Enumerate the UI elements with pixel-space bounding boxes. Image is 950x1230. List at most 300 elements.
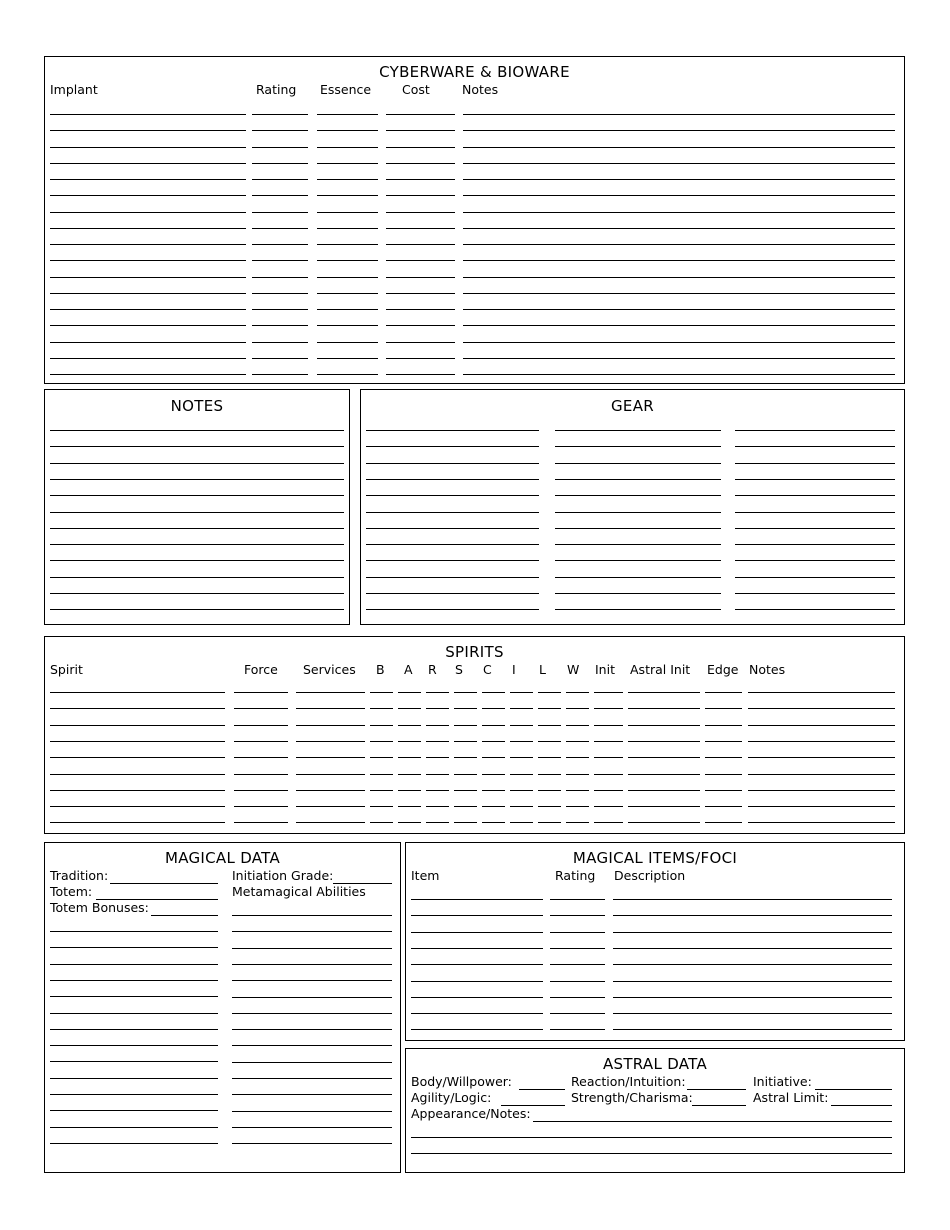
- gear-lines-line[interactable]: [555, 528, 721, 529]
- spirits-rows-line[interactable]: [482, 692, 505, 693]
- appearance-notes-lines-line[interactable]: [411, 1137, 892, 1138]
- metamagical-lines-line[interactable]: [232, 1127, 392, 1128]
- cyberware-rows-line[interactable]: [463, 325, 895, 326]
- gear-lines-line[interactable]: [555, 577, 721, 578]
- cyberware-rows-line[interactable]: [386, 374, 455, 375]
- spirits-rows-line[interactable]: [705, 822, 742, 823]
- spirits-rows-line[interactable]: [538, 790, 561, 791]
- spirits-rows-line[interactable]: [566, 774, 589, 775]
- spirits-rows-line[interactable]: [234, 708, 288, 709]
- spirits-rows-line[interactable]: [50, 806, 225, 807]
- cyberware-rows-line[interactable]: [252, 325, 308, 326]
- totem-bonus-lines-line[interactable]: [50, 1029, 218, 1030]
- spirits-rows-line[interactable]: [234, 790, 288, 791]
- spirits-rows-line[interactable]: [566, 692, 589, 693]
- totem-bonus-lines-line[interactable]: [50, 947, 218, 948]
- cyberware-rows-line[interactable]: [252, 179, 308, 180]
- cyberware-rows-line[interactable]: [386, 212, 455, 213]
- spirits-rows-line[interactable]: [454, 725, 477, 726]
- spirits-rows-line[interactable]: [482, 757, 505, 758]
- metamagical-lines-line[interactable]: [232, 915, 392, 916]
- cyberware-rows-line[interactable]: [386, 309, 455, 310]
- spirits-rows-line[interactable]: [370, 741, 393, 742]
- cyberware-rows-line[interactable]: [317, 163, 378, 164]
- magical-items-rows-line[interactable]: [550, 964, 605, 965]
- spirits-rows-line[interactable]: [510, 757, 533, 758]
- astral-limit-field[interactable]: [831, 1105, 892, 1106]
- cyberware-rows-line[interactable]: [317, 114, 378, 115]
- cyberware-rows-line[interactable]: [50, 293, 246, 294]
- cyberware-rows-line[interactable]: [463, 228, 895, 229]
- spirits-rows-line[interactable]: [748, 692, 895, 693]
- spirits-rows-line[interactable]: [398, 806, 421, 807]
- spirits-rows-line[interactable]: [510, 741, 533, 742]
- spirits-rows-line[interactable]: [705, 741, 742, 742]
- notes-lines-line[interactable]: [50, 544, 344, 545]
- spirits-rows-line[interactable]: [426, 757, 449, 758]
- notes-lines-line[interactable]: [50, 479, 344, 480]
- spirits-rows-line[interactable]: [594, 757, 623, 758]
- spirits-rows-line[interactable]: [50, 790, 225, 791]
- spirits-rows-line[interactable]: [482, 822, 505, 823]
- cyberware-rows-line[interactable]: [463, 260, 895, 261]
- spirits-rows-line[interactable]: [705, 725, 742, 726]
- cyberware-rows-line[interactable]: [463, 195, 895, 196]
- cyberware-rows-line[interactable]: [463, 212, 895, 213]
- spirits-rows-line[interactable]: [510, 822, 533, 823]
- spirits-rows-line[interactable]: [628, 822, 700, 823]
- spirits-rows-line[interactable]: [296, 741, 365, 742]
- cyberware-rows-line[interactable]: [50, 358, 246, 359]
- spirits-rows-line[interactable]: [628, 757, 700, 758]
- totem-bonus-lines-line[interactable]: [50, 931, 218, 932]
- notes-lines-line[interactable]: [50, 512, 344, 513]
- magical-items-rows-line[interactable]: [411, 1029, 543, 1030]
- spirits-rows-line[interactable]: [454, 774, 477, 775]
- spirits-rows-line[interactable]: [234, 774, 288, 775]
- gear-lines-line[interactable]: [735, 512, 895, 513]
- spirits-rows-line[interactable]: [482, 708, 505, 709]
- metamagical-lines-line[interactable]: [232, 1045, 392, 1046]
- spirits-rows-line[interactable]: [234, 741, 288, 742]
- spirits-rows-line[interactable]: [594, 725, 623, 726]
- cyberware-rows-line[interactable]: [386, 163, 455, 164]
- magical-items-rows-line[interactable]: [550, 1013, 605, 1014]
- spirits-rows-line[interactable]: [538, 741, 561, 742]
- totem-bonus-lines-line[interactable]: [50, 1013, 218, 1014]
- cyberware-rows-line[interactable]: [252, 244, 308, 245]
- spirits-rows-line[interactable]: [426, 692, 449, 693]
- cyberware-rows-line[interactable]: [463, 130, 895, 131]
- cyberware-rows-line[interactable]: [50, 212, 246, 213]
- spirits-rows-line[interactable]: [566, 708, 589, 709]
- spirits-rows-line[interactable]: [398, 692, 421, 693]
- cyberware-rows-line[interactable]: [252, 228, 308, 229]
- totem-bonus-lines-line[interactable]: [50, 980, 218, 981]
- gear-lines-line[interactable]: [366, 463, 539, 464]
- spirits-rows-line[interactable]: [628, 741, 700, 742]
- magical-items-rows-line[interactable]: [613, 997, 892, 998]
- cyberware-rows-line[interactable]: [317, 212, 378, 213]
- spirits-rows-line[interactable]: [426, 774, 449, 775]
- gear-lines-line[interactable]: [366, 512, 539, 513]
- spirits-rows-line[interactable]: [748, 757, 895, 758]
- spirits-rows-line[interactable]: [510, 774, 533, 775]
- totem-bonuses-field[interactable]: [151, 915, 218, 916]
- spirits-rows-line[interactable]: [594, 708, 623, 709]
- cyberware-rows-line[interactable]: [317, 309, 378, 310]
- cyberware-rows-line[interactable]: [252, 163, 308, 164]
- spirits-rows-line[interactable]: [705, 692, 742, 693]
- body-willpower-field[interactable]: [519, 1089, 565, 1090]
- cyberware-rows-line[interactable]: [386, 260, 455, 261]
- cyberware-rows-line[interactable]: [252, 195, 308, 196]
- gear-lines-line[interactable]: [555, 495, 721, 496]
- magical-items-rows-line[interactable]: [411, 899, 543, 900]
- spirits-rows-line[interactable]: [510, 692, 533, 693]
- cyberware-rows-line[interactable]: [463, 309, 895, 310]
- spirits-rows-line[interactable]: [370, 757, 393, 758]
- totem-bonus-lines-line[interactable]: [50, 1110, 218, 1111]
- gear-lines-line[interactable]: [366, 609, 539, 610]
- metamagical-lines-line[interactable]: [232, 1029, 392, 1030]
- magical-items-rows-line[interactable]: [613, 915, 892, 916]
- spirits-rows-line[interactable]: [510, 790, 533, 791]
- spirits-rows-line[interactable]: [370, 806, 393, 807]
- spirits-rows-line[interactable]: [426, 790, 449, 791]
- spirits-rows-line[interactable]: [594, 822, 623, 823]
- gear-lines-line[interactable]: [555, 446, 721, 447]
- magical-items-rows-line[interactable]: [550, 1029, 605, 1030]
- gear-lines-line[interactable]: [555, 430, 721, 431]
- spirits-rows-line[interactable]: [628, 790, 700, 791]
- cyberware-rows-line[interactable]: [386, 130, 455, 131]
- cyberware-rows-line[interactable]: [317, 130, 378, 131]
- spirits-rows-line[interactable]: [510, 725, 533, 726]
- cyberware-rows-line[interactable]: [463, 163, 895, 164]
- gear-lines-line[interactable]: [735, 609, 895, 610]
- magical-items-rows-line[interactable]: [550, 915, 605, 916]
- cyberware-rows-line[interactable]: [317, 358, 378, 359]
- gear-lines-line[interactable]: [555, 609, 721, 610]
- magical-items-rows-line[interactable]: [411, 915, 543, 916]
- cyberware-rows-line[interactable]: [50, 179, 246, 180]
- spirits-rows-line[interactable]: [482, 806, 505, 807]
- spirits-rows-line[interactable]: [398, 708, 421, 709]
- magical-items-rows-line[interactable]: [613, 981, 892, 982]
- cyberware-rows-line[interactable]: [463, 374, 895, 375]
- cyberware-rows-line[interactable]: [252, 374, 308, 375]
- cyberware-rows-line[interactable]: [252, 260, 308, 261]
- cyberware-rows-line[interactable]: [463, 342, 895, 343]
- cyberware-rows-line[interactable]: [463, 147, 895, 148]
- spirits-rows-line[interactable]: [594, 806, 623, 807]
- gear-lines-line[interactable]: [366, 544, 539, 545]
- spirits-rows-line[interactable]: [566, 757, 589, 758]
- spirits-rows-line[interactable]: [454, 741, 477, 742]
- appearance-notes-field[interactable]: [533, 1121, 892, 1122]
- cyberware-rows-line[interactable]: [463, 293, 895, 294]
- cyberware-rows-line[interactable]: [386, 293, 455, 294]
- spirits-rows-line[interactable]: [538, 822, 561, 823]
- magical-items-rows-line[interactable]: [550, 899, 605, 900]
- cyberware-rows-line[interactable]: [317, 228, 378, 229]
- spirits-rows-line[interactable]: [538, 708, 561, 709]
- metamagical-lines-line[interactable]: [232, 1094, 392, 1095]
- spirits-rows-line[interactable]: [748, 725, 895, 726]
- spirits-rows-line[interactable]: [234, 725, 288, 726]
- cyberware-rows-line[interactable]: [50, 195, 246, 196]
- spirits-rows-line[interactable]: [426, 708, 449, 709]
- spirits-rows-line[interactable]: [482, 790, 505, 791]
- spirits-rows-line[interactable]: [705, 757, 742, 758]
- spirits-rows-line[interactable]: [566, 806, 589, 807]
- strength-charisma-field[interactable]: [692, 1105, 746, 1106]
- spirits-rows-line[interactable]: [748, 822, 895, 823]
- totem-bonus-lines-line[interactable]: [50, 1127, 218, 1128]
- magical-items-rows-line[interactable]: [613, 1029, 892, 1030]
- spirits-rows-line[interactable]: [296, 774, 365, 775]
- metamagical-lines-line[interactable]: [232, 1111, 392, 1112]
- cyberware-rows-line[interactable]: [463, 114, 895, 115]
- cyberware-rows-line[interactable]: [386, 358, 455, 359]
- spirits-rows-line[interactable]: [748, 708, 895, 709]
- spirits-rows-line[interactable]: [454, 708, 477, 709]
- cyberware-rows-line[interactable]: [317, 147, 378, 148]
- spirits-rows-line[interactable]: [296, 757, 365, 758]
- metamagical-lines-line[interactable]: [232, 997, 392, 998]
- spirits-rows-line[interactable]: [538, 774, 561, 775]
- spirits-rows-line[interactable]: [705, 806, 742, 807]
- cyberware-rows-line[interactable]: [317, 179, 378, 180]
- magical-items-rows-line[interactable]: [550, 948, 605, 949]
- cyberware-rows-line[interactable]: [317, 277, 378, 278]
- spirits-rows-line[interactable]: [482, 741, 505, 742]
- spirits-rows-line[interactable]: [566, 790, 589, 791]
- spirits-rows-line[interactable]: [234, 806, 288, 807]
- metamagical-lines-line[interactable]: [232, 980, 392, 981]
- spirits-rows-line[interactable]: [370, 790, 393, 791]
- cyberware-rows-line[interactable]: [317, 342, 378, 343]
- appearance-notes-lines-line[interactable]: [411, 1153, 892, 1154]
- gear-lines-line[interactable]: [555, 544, 721, 545]
- spirits-rows-line[interactable]: [296, 692, 365, 693]
- cyberware-rows-line[interactable]: [317, 195, 378, 196]
- notes-lines-line[interactable]: [50, 560, 344, 561]
- spirits-rows-line[interactable]: [748, 774, 895, 775]
- cyberware-rows-line[interactable]: [317, 325, 378, 326]
- gear-lines-line[interactable]: [735, 446, 895, 447]
- cyberware-rows-line[interactable]: [386, 244, 455, 245]
- gear-lines-line[interactable]: [366, 593, 539, 594]
- cyberware-rows-line[interactable]: [252, 293, 308, 294]
- spirits-rows-line[interactable]: [398, 757, 421, 758]
- cyberware-rows-line[interactable]: [386, 228, 455, 229]
- spirits-rows-line[interactable]: [234, 692, 288, 693]
- spirits-rows-line[interactable]: [566, 822, 589, 823]
- spirits-rows-line[interactable]: [50, 822, 225, 823]
- cyberware-rows-line[interactable]: [317, 374, 378, 375]
- cyberware-rows-line[interactable]: [50, 309, 246, 310]
- cyberware-rows-line[interactable]: [252, 130, 308, 131]
- totem-bonus-lines-line[interactable]: [50, 996, 218, 997]
- spirits-rows-line[interactable]: [426, 725, 449, 726]
- spirits-rows-line[interactable]: [398, 774, 421, 775]
- magical-items-rows-line[interactable]: [411, 1013, 543, 1014]
- gear-lines-line[interactable]: [735, 430, 895, 431]
- notes-lines-line[interactable]: [50, 446, 344, 447]
- spirits-rows-line[interactable]: [296, 708, 365, 709]
- cyberware-rows-line[interactable]: [386, 342, 455, 343]
- magical-items-rows-line[interactable]: [411, 932, 543, 933]
- gear-lines-line[interactable]: [735, 528, 895, 529]
- gear-lines-line[interactable]: [735, 560, 895, 561]
- spirits-rows-line[interactable]: [398, 741, 421, 742]
- spirits-rows-line[interactable]: [50, 725, 225, 726]
- cyberware-rows-line[interactable]: [463, 277, 895, 278]
- cyberware-rows-line[interactable]: [252, 114, 308, 115]
- spirits-rows-line[interactable]: [628, 725, 700, 726]
- spirits-rows-line[interactable]: [370, 708, 393, 709]
- spirits-rows-line[interactable]: [454, 692, 477, 693]
- cyberware-rows-line[interactable]: [386, 179, 455, 180]
- spirits-rows-line[interactable]: [594, 741, 623, 742]
- gear-lines-line[interactable]: [555, 593, 721, 594]
- notes-lines-line[interactable]: [50, 528, 344, 529]
- spirits-rows-line[interactable]: [234, 822, 288, 823]
- notes-lines-line[interactable]: [50, 430, 344, 431]
- cyberware-rows-line[interactable]: [50, 163, 246, 164]
- spirits-rows-line[interactable]: [296, 725, 365, 726]
- metamagical-lines-line[interactable]: [232, 1062, 392, 1063]
- spirits-rows-line[interactable]: [296, 806, 365, 807]
- gear-lines-line[interactable]: [366, 479, 539, 480]
- gear-lines-line[interactable]: [366, 430, 539, 431]
- totem-bonus-lines-line[interactable]: [50, 964, 218, 965]
- metamagical-lines-line[interactable]: [232, 1013, 392, 1014]
- tradition-field[interactable]: [110, 883, 218, 884]
- gear-lines-line[interactable]: [735, 479, 895, 480]
- cyberware-rows-line[interactable]: [252, 212, 308, 213]
- spirits-rows-line[interactable]: [594, 790, 623, 791]
- gear-lines-line[interactable]: [366, 560, 539, 561]
- spirits-rows-line[interactable]: [566, 741, 589, 742]
- gear-lines-line[interactable]: [366, 446, 539, 447]
- cyberware-rows-line[interactable]: [50, 147, 246, 148]
- magical-items-rows-line[interactable]: [550, 981, 605, 982]
- spirits-rows-line[interactable]: [510, 708, 533, 709]
- cyberware-rows-line[interactable]: [317, 260, 378, 261]
- cyberware-rows-line[interactable]: [386, 277, 455, 278]
- magical-items-rows-line[interactable]: [613, 1013, 892, 1014]
- gear-lines-line[interactable]: [555, 479, 721, 480]
- spirits-rows-line[interactable]: [454, 806, 477, 807]
- spirits-rows-line[interactable]: [705, 790, 742, 791]
- cyberware-rows-line[interactable]: [50, 277, 246, 278]
- cyberware-rows-line[interactable]: [317, 293, 378, 294]
- spirits-rows-line[interactable]: [538, 806, 561, 807]
- spirits-rows-line[interactable]: [454, 790, 477, 791]
- cyberware-rows-line[interactable]: [386, 147, 455, 148]
- cyberware-rows-line[interactable]: [50, 342, 246, 343]
- cyberware-rows-line[interactable]: [386, 114, 455, 115]
- magical-items-rows-line[interactable]: [550, 932, 605, 933]
- gear-lines-line[interactable]: [735, 544, 895, 545]
- cyberware-rows-line[interactable]: [50, 325, 246, 326]
- cyberware-rows-line[interactable]: [252, 358, 308, 359]
- cyberware-rows-line[interactable]: [252, 277, 308, 278]
- spirits-rows-line[interactable]: [370, 725, 393, 726]
- spirits-rows-line[interactable]: [296, 790, 365, 791]
- spirits-rows-line[interactable]: [705, 708, 742, 709]
- spirits-rows-line[interactable]: [50, 774, 225, 775]
- spirits-rows-line[interactable]: [234, 757, 288, 758]
- spirits-rows-line[interactable]: [482, 725, 505, 726]
- gear-lines-line[interactable]: [366, 577, 539, 578]
- spirits-rows-line[interactable]: [748, 741, 895, 742]
- cyberware-rows-line[interactable]: [386, 325, 455, 326]
- spirits-rows-line[interactable]: [426, 741, 449, 742]
- spirits-rows-line[interactable]: [370, 822, 393, 823]
- cyberware-rows-line[interactable]: [252, 342, 308, 343]
- spirits-rows-line[interactable]: [628, 774, 700, 775]
- spirits-rows-line[interactable]: [628, 708, 700, 709]
- spirits-rows-line[interactable]: [370, 692, 393, 693]
- magical-items-rows-line[interactable]: [411, 997, 543, 998]
- gear-lines-line[interactable]: [555, 560, 721, 561]
- cyberware-rows-line[interactable]: [463, 179, 895, 180]
- magical-items-rows-line[interactable]: [613, 899, 892, 900]
- notes-lines-line[interactable]: [50, 609, 344, 610]
- spirits-rows-line[interactable]: [398, 725, 421, 726]
- magical-items-rows-line[interactable]: [613, 964, 892, 965]
- notes-lines-line[interactable]: [50, 495, 344, 496]
- spirits-rows-line[interactable]: [748, 790, 895, 791]
- cyberware-rows-line[interactable]: [50, 130, 246, 131]
- spirits-rows-line[interactable]: [398, 790, 421, 791]
- metamagical-lines-line[interactable]: [232, 931, 392, 932]
- spirits-rows-line[interactable]: [426, 822, 449, 823]
- gear-lines-line[interactable]: [735, 593, 895, 594]
- spirits-rows-line[interactable]: [628, 806, 700, 807]
- spirits-rows-line[interactable]: [628, 692, 700, 693]
- spirits-rows-line[interactable]: [50, 741, 225, 742]
- cyberware-rows-line[interactable]: [317, 244, 378, 245]
- magical-items-rows-line[interactable]: [550, 997, 605, 998]
- cyberware-rows-line[interactable]: [463, 244, 895, 245]
- spirits-rows-line[interactable]: [594, 692, 623, 693]
- cyberware-rows-line[interactable]: [252, 147, 308, 148]
- spirits-rows-line[interactable]: [454, 757, 477, 758]
- spirits-rows-line[interactable]: [594, 774, 623, 775]
- cyberware-rows-line[interactable]: [252, 309, 308, 310]
- spirits-rows-line[interactable]: [510, 806, 533, 807]
- spirits-rows-line[interactable]: [454, 822, 477, 823]
- metamagical-lines-line[interactable]: [232, 948, 392, 949]
- cyberware-rows-line[interactable]: [463, 358, 895, 359]
- totem-bonus-lines-line[interactable]: [50, 1045, 218, 1046]
- metamagical-lines-line[interactable]: [232, 964, 392, 965]
- metamagical-lines-line[interactable]: [232, 1078, 392, 1079]
- cyberware-rows-line[interactable]: [50, 260, 246, 261]
- magical-items-rows-line[interactable]: [613, 948, 892, 949]
- totem-bonus-lines-line[interactable]: [50, 1143, 218, 1144]
- spirits-rows-line[interactable]: [50, 708, 225, 709]
- notes-lines-line[interactable]: [50, 593, 344, 594]
- spirits-rows-line[interactable]: [296, 822, 365, 823]
- spirits-rows-line[interactable]: [566, 725, 589, 726]
- spirits-rows-line[interactable]: [370, 774, 393, 775]
